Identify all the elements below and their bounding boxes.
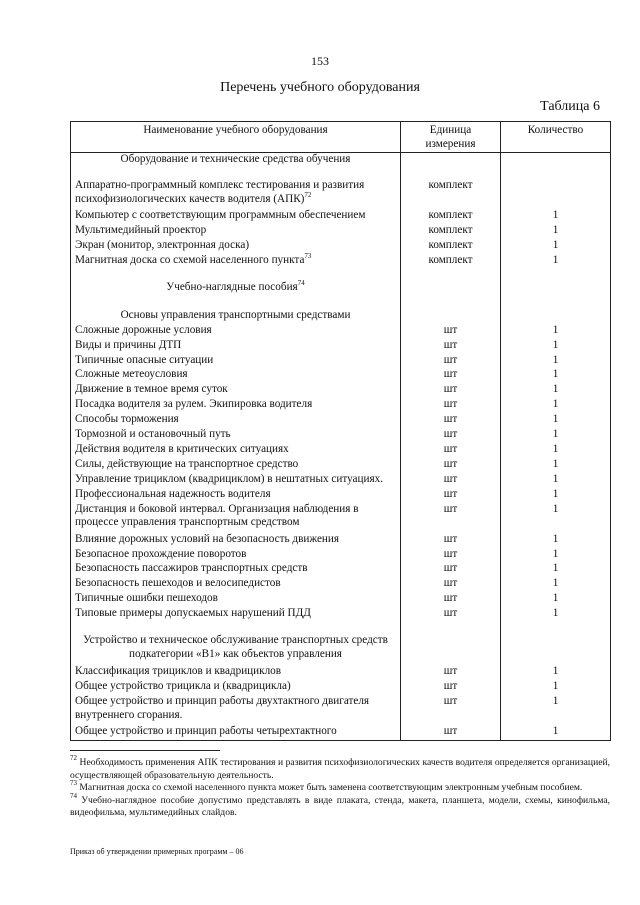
table-row [71, 607, 611, 622]
item-name: Общее устройство и принцип работы четырехтактного [75, 724, 337, 737]
item-quantity: 1 [501, 607, 611, 622]
item-unit: шт [401, 607, 501, 622]
table-row [71, 428, 611, 443]
section-title: Устройство и техническое обслуживание транспортных средств подкатегории «В1» как объектов управления [83, 634, 388, 660]
item-unit: шт [401, 695, 501, 725]
item-quantity [501, 179, 611, 209]
item-name-cell [71, 607, 401, 622]
item-name: Тормозной и остановочный путь [75, 428, 231, 441]
item-name-cell [71, 458, 401, 473]
item-name: Сложные метеоусловия [75, 368, 188, 381]
footnote-number: 73 [70, 779, 77, 787]
item-quantity: 1 [501, 458, 611, 473]
table-row [71, 339, 611, 354]
item-quantity: 1 [501, 695, 611, 725]
item-name: Компьютер с соответствующим программным обеспечением [75, 208, 366, 221]
footnote-number: 72 [70, 754, 77, 762]
footnote-text: Учебно-наглядное пособие допустимо представлять в виде плаката, стенда, макета, планшета, модели, схемы, кинофильма, видеофильма, мультимедийных слайдов. [70, 794, 610, 818]
footnote [70, 791, 610, 820]
item-name: Общее устройство и принцип работы двухтактного двигателя внутреннего сгорания. [75, 695, 370, 721]
item-unit: комплект [401, 209, 501, 224]
item-unit: шт [401, 577, 501, 592]
item-name-cell [71, 533, 401, 548]
item-unit: комплект [401, 224, 501, 239]
table-label: Таблица 6 [540, 99, 600, 114]
table-row [71, 443, 611, 458]
table-row [71, 179, 611, 209]
table-row [71, 577, 611, 592]
item-quantity: 1 [501, 324, 611, 339]
item-name-cell [71, 695, 401, 725]
item-quantity: 1 [501, 665, 611, 680]
table-row [71, 398, 611, 413]
item-unit: шт [401, 428, 501, 443]
item-quantity: 1 [501, 680, 611, 695]
item-unit: шт [401, 324, 501, 339]
item-name-cell [71, 368, 401, 383]
footnote-text: Необходимость применения АПК тестирования и развития психофизиологических качеств водителя определяется организацией, осуществляющей образовательную деятельность. [70, 757, 610, 781]
footnote-divider [70, 750, 220, 751]
section-title-cell [71, 309, 401, 324]
item-quantity: 1 [501, 725, 611, 741]
item-name-cell [71, 473, 401, 488]
table-row [71, 680, 611, 695]
item-quantity: 1 [501, 533, 611, 548]
item-quantity: 1 [501, 398, 611, 413]
header-unit: Единица измерения [401, 122, 501, 153]
section-title-cell [71, 269, 401, 297]
section-header-row [71, 153, 611, 180]
item-name-cell [71, 503, 401, 533]
spacer-row [71, 297, 611, 309]
table-row [71, 354, 611, 369]
item-unit: шт [401, 562, 501, 577]
item-unit: шт [401, 680, 501, 695]
item-name: Силы, действующие на транспортное средство [75, 457, 299, 470]
item-quantity: 1 [501, 503, 611, 533]
item-quantity: 1 [501, 209, 611, 224]
item-name: Безопасность пешеходов и велосипедистов [75, 577, 281, 590]
item-footnote-ref: 73 [304, 251, 312, 260]
item-quantity: 1 [501, 254, 611, 269]
item-name-cell [71, 383, 401, 398]
item-name-cell [71, 239, 401, 254]
item-quantity: 1 [501, 548, 611, 563]
section-header-row [71, 269, 611, 297]
footnote-text: Магнитная доска со схемой населенного пункта может быть заменена соответствующим электронным учебным пособием. [79, 782, 583, 793]
item-unit: шт [401, 354, 501, 369]
table-header-row [71, 122, 611, 153]
item-name-cell [71, 725, 401, 741]
item-unit: шт [401, 473, 501, 488]
footnote [70, 754, 610, 782]
item-name: Управление трициклом (квадрициклом) в нештатных ситуациях. [75, 472, 384, 485]
item-quantity: 1 [501, 239, 611, 254]
item-name: Дистанция и боковой интервал. Организация наблюдения в процессе управления транспортным средством [75, 502, 359, 529]
item-quantity: 1 [501, 488, 611, 503]
table-row [71, 209, 611, 224]
item-unit: шт [401, 533, 501, 548]
table-row [71, 368, 611, 383]
item-unit: шт [401, 368, 501, 383]
item-name: Движение в темное время суток [75, 383, 228, 396]
item-name-cell [71, 577, 401, 592]
item-unit: шт [401, 383, 501, 398]
item-quantity: 1 [501, 428, 611, 443]
item-unit: шт [401, 398, 501, 413]
item-name: Виды и причины ДТП [75, 338, 182, 351]
header-qty: Количество [501, 122, 611, 153]
table-row [71, 254, 611, 269]
item-name-cell [71, 354, 401, 369]
item-name-cell [71, 680, 401, 695]
item-name-cell [71, 179, 401, 209]
item-quantity: 1 [501, 339, 611, 354]
item-name-cell [71, 488, 401, 503]
item-name-cell [71, 251, 401, 269]
item-name: Влияние дорожных условий на безопасность движения [75, 532, 340, 545]
table-row [71, 413, 611, 428]
item-name-cell [71, 224, 401, 239]
section-title: Оборудование и технические средства обучения [120, 153, 351, 165]
item-unit: шт [401, 548, 501, 563]
item-unit: шт [401, 339, 501, 354]
table-row [71, 548, 611, 563]
item-name: Действия водителя в критических ситуациях [75, 443, 289, 456]
item-name-cell [71, 562, 401, 577]
item-name: Типичные ошибки пешеходов [75, 592, 218, 605]
table-row [71, 383, 611, 398]
item-name: Сложные дорожные условия [75, 323, 212, 336]
footnote [70, 779, 610, 795]
table-row [71, 533, 611, 548]
item-name-cell [71, 548, 401, 563]
item-footnote-ref: 72 [304, 190, 312, 199]
item-name: Посадка водителя за рулем. Экипировка водителя [75, 398, 313, 411]
page-title: Перечень учебного оборудования [220, 80, 420, 95]
table-row [71, 665, 611, 680]
item-quantity: 1 [501, 368, 611, 383]
item-unit: шт [401, 592, 501, 607]
table-row [71, 473, 611, 488]
item-name: Профессиональная надежность водителя [75, 487, 271, 500]
item-name: Аппаратно-программный комплекс тестирования и развития психофизиологических качеств водителя (АПК) [75, 179, 365, 205]
item-name: Общее устройство трицикла и (квадрицикла) [75, 680, 291, 693]
item-name: Безопасность пассажиров транспортных средств [75, 562, 308, 575]
item-name: Экран (монитор, электронная доска) [75, 238, 250, 251]
item-quantity: 1 [501, 562, 611, 577]
item-name-cell [71, 398, 401, 413]
header-name: Наименование учебного оборудования [71, 122, 401, 153]
section-title-cell [71, 622, 401, 665]
item-quantity: 1 [501, 354, 611, 369]
section-title: Учебно-наглядные пособия [166, 280, 298, 293]
item-unit: комплект [401, 239, 501, 254]
item-quantity: 1 [501, 577, 611, 592]
page-footer: Приказ об утверждении примерных программ – 06 [70, 847, 244, 856]
item-name-cell [71, 324, 401, 339]
footnotes [70, 754, 610, 820]
table-row [71, 239, 611, 254]
item-name: Типовые примеры допускаемых нарушений ПДД [75, 607, 311, 620]
item-unit: шт [401, 458, 501, 473]
page-number: 153 [311, 54, 329, 68]
table-row [71, 725, 611, 741]
item-quantity: 1 [501, 592, 611, 607]
table-row [71, 562, 611, 577]
table-row [71, 224, 611, 239]
section-title-footnote-ref: 74 [297, 278, 305, 287]
table-row [71, 488, 611, 503]
item-unit: шт [401, 665, 501, 680]
table-row [71, 458, 611, 473]
table-row [71, 592, 611, 607]
item-unit: шт [401, 503, 501, 533]
item-name: Способы торможения [75, 413, 179, 426]
section-title: Основы управления транспортными средствами [120, 308, 351, 321]
item-name: Типичные опасные ситуации [75, 353, 214, 366]
item-quantity: 1 [501, 224, 611, 239]
item-quantity: 1 [501, 413, 611, 428]
item-name: Безопасное прохождение поворотов [75, 547, 247, 560]
item-name-cell [71, 592, 401, 607]
item-name-cell [71, 443, 401, 458]
item-name-cell [71, 209, 401, 224]
item-unit: шт [401, 725, 501, 741]
section-title-cell [71, 153, 401, 180]
item-name-cell [71, 665, 401, 680]
item-unit: шт [401, 488, 501, 503]
table-body [71, 153, 611, 741]
footnote-number: 74 [70, 791, 77, 800]
item-quantity: 1 [501, 383, 611, 398]
item-name-cell [71, 339, 401, 354]
equipment-table [70, 121, 611, 741]
item-unit: шт [401, 443, 501, 458]
item-unit: шт [401, 413, 501, 428]
item-name-cell [71, 413, 401, 428]
item-name: Мультимедийный проектор [75, 223, 207, 236]
item-unit: комплект [401, 254, 501, 269]
table-row [71, 695, 611, 725]
table-row [71, 503, 611, 533]
section-header-row [71, 309, 611, 324]
item-name: Магнитная доска со схемой населенного пункта [75, 253, 305, 266]
item-name-cell [71, 428, 401, 443]
item-quantity: 1 [501, 473, 611, 488]
item-name: Классификация трициклов и квадрициклов [75, 665, 282, 678]
item-unit: комплект [401, 179, 501, 209]
section-header-row [71, 622, 611, 665]
item-quantity: 1 [501, 443, 611, 458]
table-row [71, 324, 611, 339]
